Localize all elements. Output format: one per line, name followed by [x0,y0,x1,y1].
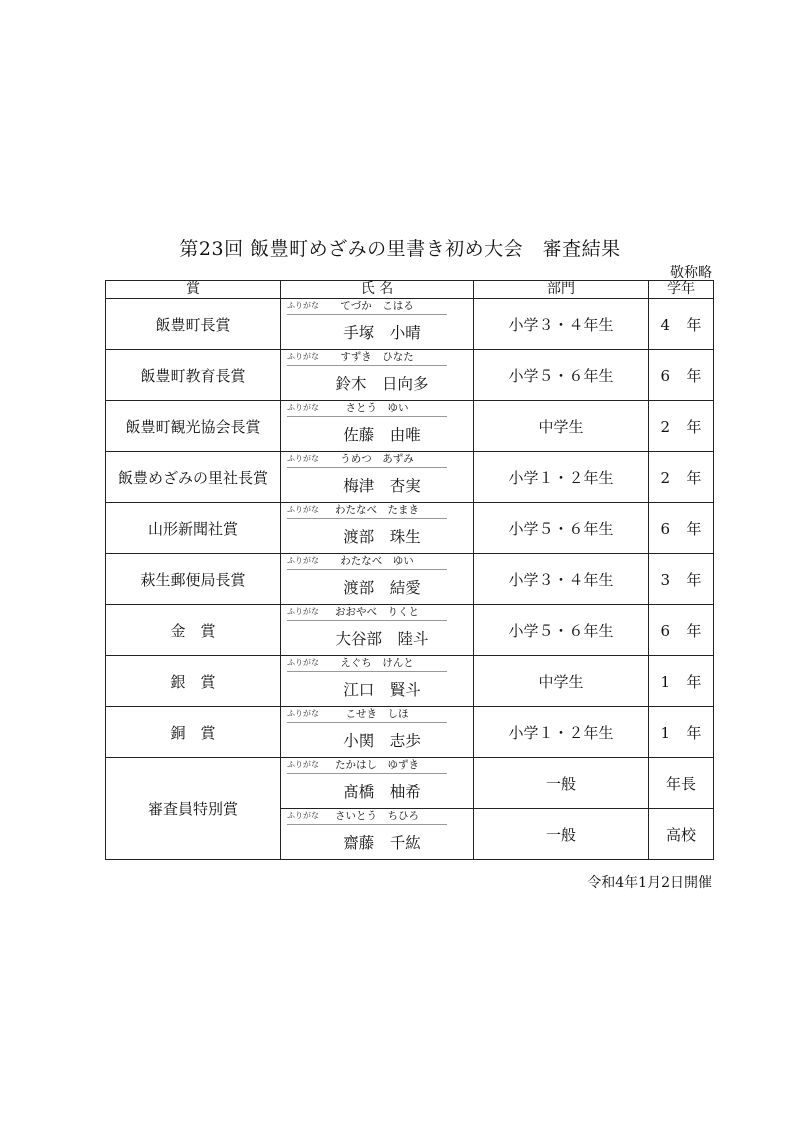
table-row [106,707,714,758]
furigana-row [287,503,447,519]
award-name: 審査員特別賞 [106,758,281,860]
student-name: 小関 志歩 [343,732,421,750]
grade-unit: 年 [686,366,702,385]
student-name: 手塚 小晴 [343,324,421,342]
furigana-label: ふりがな [287,556,319,565]
grade-cell: 年長 [649,758,714,809]
student-name: 佐藤 由唯 [343,426,421,444]
grade-unit: 年 [686,519,702,538]
division: 小学１・２年生 [474,707,649,758]
furigana-row [287,605,447,621]
grade-unit: 年 [686,570,702,589]
furigana-label: ふりがな [287,607,319,616]
table-row [106,350,714,401]
table-row [106,554,714,605]
grade-cell [649,707,714,758]
furigana-label: ふりがな [287,403,319,412]
furigana-text: こせき しほ [345,708,409,720]
header-row [106,281,714,299]
name-cell [281,758,474,809]
grade-number: 3 [660,570,671,589]
table-row [106,452,714,503]
division: 小学５・６年生 [474,503,649,554]
grade-number: 4 [660,315,671,334]
division: 中学生 [474,401,649,452]
award-name: 飯豊町観光協会長賞 [106,401,281,452]
grade-cell: 高校 [649,809,714,860]
furigana-label: ふりがな [287,811,319,820]
grade-number: 6 [660,621,671,640]
furigana-label: ふりがな [287,352,319,361]
name-cell [281,554,474,605]
furigana-text: おおやべ りくと [335,606,419,618]
name-cell [281,299,474,350]
division: 小学５・６年生 [474,350,649,401]
grade-unit: 年 [686,723,702,742]
furigana-label: ふりがな [287,505,319,514]
header-grade: 学年 [649,281,714,299]
award-name: 銅 賞 [106,707,281,758]
grade-number: 6 [660,366,671,385]
furigana-row [287,554,447,570]
furigana-row [287,656,447,672]
student-name: 渡部 結愛 [343,579,421,597]
furigana-text: てづか こはる [340,300,414,312]
division: 一般 [474,758,649,809]
student-name: 齋藤 千紘 [343,834,421,852]
results-table [105,280,714,860]
table-row [106,656,714,707]
student-name: 渡部 珠生 [343,528,421,546]
furigana-text: さとう ゆい [345,402,409,414]
grade-cell [649,554,714,605]
name-cell [281,350,474,401]
furigana-row [287,350,447,366]
furigana-row [287,809,447,825]
table-row [106,299,714,350]
table-row [106,605,714,656]
furigana-row [287,401,447,417]
name-cell [281,452,474,503]
furigana-row [287,299,447,315]
grade-cell [649,452,714,503]
grade-unit: 年 [686,672,702,691]
table-row [106,401,714,452]
award-name: 飯豊町長賞 [106,299,281,350]
grade-cell [649,605,714,656]
furigana-label: ふりがな [287,454,319,463]
award-name: 飯豊めざみの里社長賞 [106,452,281,503]
grade-cell [649,350,714,401]
grade-cell [649,656,714,707]
furigana-text: えぐち けんと [340,657,414,669]
division: 小学１・２年生 [474,452,649,503]
header-name: 氏 名 [281,281,474,299]
division: 中学生 [474,656,649,707]
furigana-label: ふりがな [287,709,319,718]
grade-number: 2 [660,417,671,436]
furigana-text: わたなべ たまき [335,504,419,516]
furigana-row [287,707,447,723]
name-cell [281,809,474,860]
award-name: 銀 賞 [106,656,281,707]
furigana-label: ふりがな [287,301,319,310]
student-name: 髙橋 柚希 [343,783,421,801]
grade-unit: 年 [686,621,702,640]
furigana-row [287,452,447,468]
header-dept: 部門 [474,281,649,299]
furigana-text: さいとう ちひろ [335,810,419,822]
furigana-text: うめつ あずみ [340,453,414,465]
student-name: 鈴木 日向多 [335,375,429,393]
grade-cell [649,401,714,452]
division: 小学５・６年生 [474,605,649,656]
division: 小学３・４年生 [474,554,649,605]
grade-cell [649,299,714,350]
name-cell [281,707,474,758]
grade-cell [649,503,714,554]
table-row [106,503,714,554]
division: 一般 [474,809,649,860]
page-title: 第23回 飯豊町めざみの里書き初め大会 審査結果 [179,238,621,260]
name-cell [281,605,474,656]
grade-unit: 年 [686,468,702,487]
furigana-row [287,758,447,774]
grade-number: 1 [660,723,671,742]
grade-number: 6 [660,519,671,538]
award-name: 山形新聞社賞 [106,503,281,554]
table-row [106,758,714,809]
student-name: 梅津 杏実 [343,477,421,495]
honorific-note: 敬称略 [670,265,712,281]
furigana-label: ふりがな [287,658,319,667]
furigana-text: わたなべ ゆい [340,555,414,567]
award-name: 萩生郵便局長賞 [106,554,281,605]
award-name: 飯豊町教育長賞 [106,350,281,401]
division: 小学３・４年生 [474,299,649,350]
student-name: 大谷部 陸斗 [335,630,429,648]
furigana-text: すずき ひなた [340,351,414,363]
award-name: 金 賞 [106,605,281,656]
grade-unit: 年 [686,315,702,334]
name-cell [281,656,474,707]
student-name: 江口 賢斗 [343,681,421,699]
name-cell [281,503,474,554]
grade-number: 2 [660,468,671,487]
grade-number: 1 [660,672,671,691]
name-cell [281,401,474,452]
header-award: 賞 [106,281,281,299]
furigana-label: ふりがな [287,760,319,769]
grade-unit: 年 [686,417,702,436]
event-date: 令和4年1月2日開催 [587,875,712,891]
furigana-text: たかはし ゆずき [335,759,419,771]
